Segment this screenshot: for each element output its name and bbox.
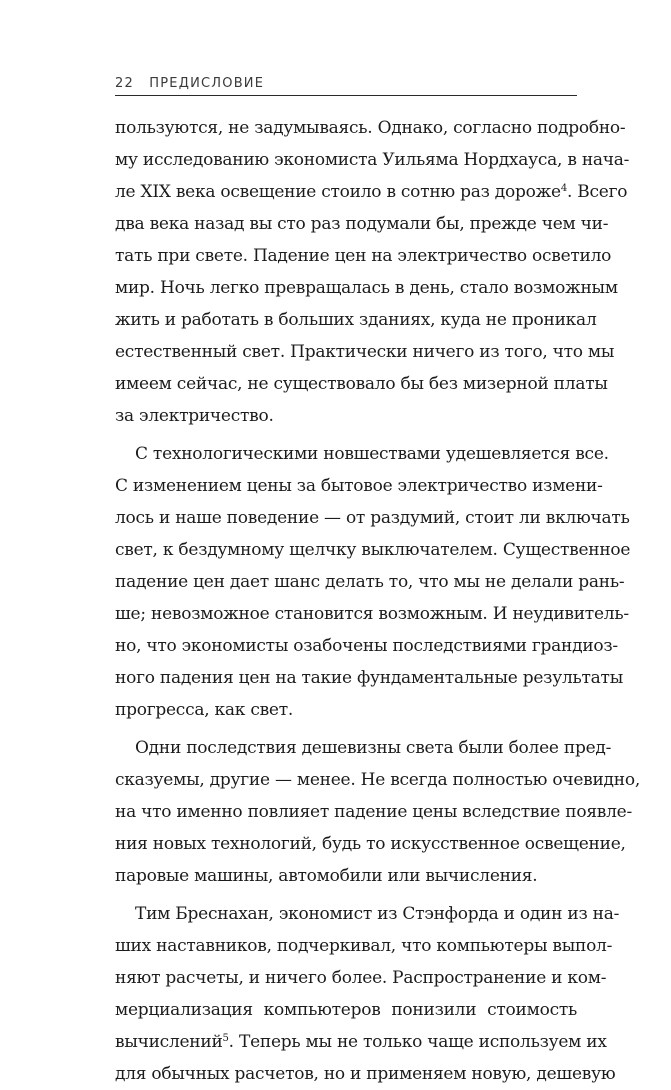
line-text: ше; невозможное становится возможным. И неудивитель- (115, 604, 629, 624)
line-text: С технологическими новшествами удешевляется все. (135, 444, 609, 464)
line-text: му исследованию экономиста Уильяма Нордхауса, в нача- (115, 150, 630, 170)
text-line (115, 930, 613, 962)
line-text: няют расчеты, и ничего более. Распространение и ком- (115, 968, 607, 988)
line-text: прогресса, как свет. (115, 700, 294, 720)
line-text: мерциализация компьютеров понизили стоимость (115, 1000, 577, 1020)
text-line (115, 962, 607, 994)
header-rule (115, 95, 577, 96)
text-line (115, 1058, 616, 1090)
text-line (115, 1026, 607, 1058)
line-text: лось и наше поведение — от раздумий, стоит ли включать (115, 508, 630, 528)
text-line (115, 144, 630, 176)
line-text: С изменением цены за бытовое электричество измени- (115, 476, 603, 496)
line-text: ного падения цен на такие фундаментальные результаты (115, 668, 623, 688)
text-line (115, 694, 577, 726)
text-line (115, 438, 609, 470)
line-text: ших наставников, подчеркивал, что компьютеры выпол- (115, 936, 613, 956)
text-line (115, 598, 629, 630)
text-line (115, 240, 612, 272)
line-text: на что именно повлияет падение цены вследствие появле- (115, 802, 632, 822)
text-line (115, 112, 626, 144)
text-line (115, 566, 625, 598)
text-line (115, 336, 615, 368)
text-line (115, 304, 597, 336)
text-line (115, 796, 632, 828)
text-line (115, 368, 608, 400)
line-text: свет, к бездумному щелчку выключателем. Существенное (115, 540, 631, 560)
line-text: за электричество. (115, 406, 274, 426)
line-text: Тим Бреснахан, экономист из Стэнфорда и один из на- (135, 904, 620, 924)
line-text: жить и работать в больших зданиях, куда не проникал (115, 310, 597, 330)
text-line (115, 662, 623, 694)
line-text: вычислений (115, 1032, 223, 1052)
text-line (115, 828, 626, 860)
text-line (115, 502, 630, 534)
footnote-marker: 5 (222, 1033, 229, 1044)
text-line (115, 470, 603, 502)
text-line (115, 630, 618, 662)
text-line (115, 732, 612, 764)
line-text: Одни последствия дешевизны света были более пред- (135, 738, 612, 758)
paragraph (115, 732, 640, 892)
line-text: паровые машины, автомобили или вычисления. (115, 866, 538, 886)
text-line (115, 534, 631, 566)
line-text-continued: . Всего (566, 182, 628, 202)
footnote-marker: 4 (560, 183, 567, 194)
line-text: ния новых технологий, будь то искусственное освещение, (115, 834, 626, 854)
line-text: сказуемы, другие — менее. Не всегда полностью очевидно, (115, 770, 640, 790)
text-line (115, 400, 577, 432)
line-text: естественный свет. Практически ничего из того, что мы (115, 342, 615, 362)
line-text: пользуются, не задумываясь. Однако, согласно подробно- (115, 118, 626, 138)
text-line (115, 860, 577, 892)
text-line (115, 208, 609, 240)
line-text: для обычных расчетов, но и применяем новую, дешевую (115, 1064, 616, 1084)
body-text (115, 112, 640, 1090)
paragraph (115, 112, 630, 432)
text-line (115, 176, 628, 208)
page-number: 22 (115, 76, 134, 91)
line-text: падение цен дает шанс делать то, что мы не делали рань- (115, 572, 625, 592)
text-line (115, 764, 640, 796)
line-text-continued: . Теперь мы не только чаще используем их (228, 1032, 607, 1052)
line-text: ле XIX века освещение стоило в сотню раз дороже (115, 182, 561, 202)
text-line (115, 898, 620, 930)
text-line (115, 994, 577, 1026)
line-text: имеем сейчас, не существовало бы без мизерной платы (115, 374, 608, 394)
paragraph (115, 438, 631, 726)
section-title: ПРЕДИСЛОВИЕ (149, 76, 265, 91)
line-text: мир. Ночь легко превращалась в день, стало возможным (115, 278, 618, 298)
text-line (115, 272, 618, 304)
running-head (115, 76, 577, 96)
line-text: тать при свете. Падение цен на электричество осветило (115, 246, 612, 266)
line-text: два века назад вы сто раз подумали бы, прежде чем чи- (115, 214, 609, 234)
paragraph (115, 898, 620, 1090)
line-text: но, что экономисты озабочены последствиями грандиоз- (115, 636, 618, 656)
